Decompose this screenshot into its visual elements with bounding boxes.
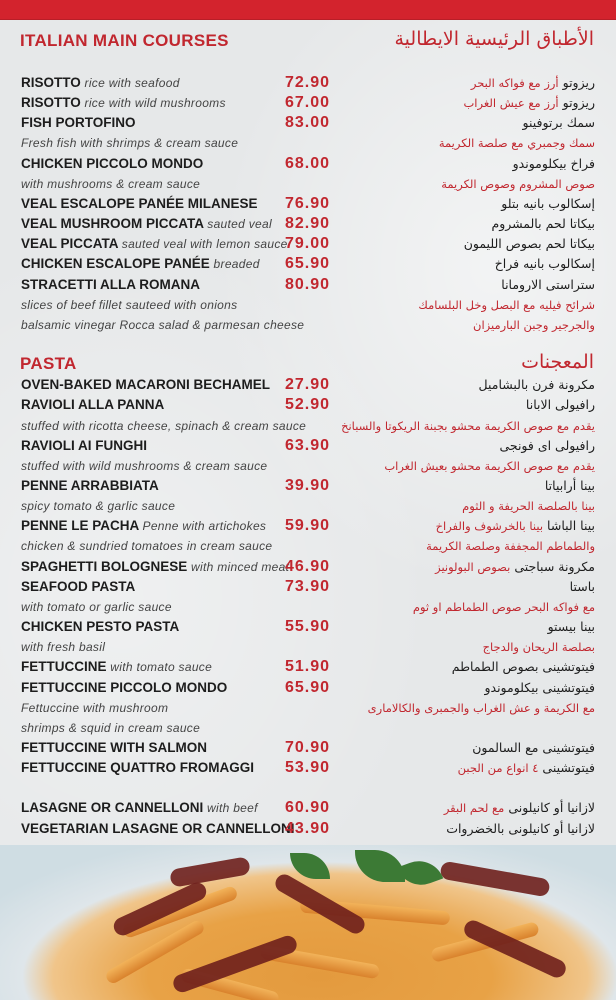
item-name-arabic [526, 395, 595, 415]
item-price: 60.90 [284, 799, 330, 817]
item-name-arabic [484, 678, 595, 698]
item-price: 52.90 [284, 396, 330, 414]
menu-item-row [0, 436, 616, 456]
menu-item-row [0, 577, 616, 597]
item-name-arabic [472, 738, 595, 758]
item-name: with fresh basil [21, 640, 106, 655]
item-name-ar: بيكاتا لحم بالمشروم [491, 216, 595, 232]
item-name: CHICKEN ESCALOPE PANÉE [21, 256, 210, 272]
item-name: slices of beef fillet sauteed with onions [21, 297, 238, 312]
item-name-english [21, 174, 200, 194]
item-description-row [0, 315, 616, 335]
item-name: with tomato or garlic sauce [21, 599, 172, 614]
item-name: RISOTTO [21, 95, 81, 111]
menu-item-row [0, 275, 616, 295]
item-price: 82.90 [284, 215, 330, 233]
item-name-english [21, 254, 260, 274]
item-name-ar: سمك برتوفينو [522, 115, 595, 131]
section-title-pasta-arabic: المعجنات [521, 351, 594, 373]
item-name: FETTUCCINE WITH SALMON [21, 739, 207, 755]
menu-item-row [0, 516, 616, 536]
item-description: sauted veal with lemon sauce [121, 237, 288, 252]
item-name-arabic [426, 536, 595, 556]
item-description-row [0, 536, 616, 556]
item-name-english [21, 275, 200, 295]
item-name-ar: شرائح فيليه مع البصل وخل البلسامك [418, 297, 595, 312]
item-price: 67.00 [284, 94, 330, 112]
item-name-english [21, 678, 227, 698]
item-name-ar: فيتوتشينى [542, 760, 595, 776]
item-name-ar: بيكاتا لحم بصوص الليمون [463, 236, 595, 252]
item-name-arabic [473, 315, 595, 335]
item-name-ar: مكرونة فرن بالبشاميل [478, 377, 595, 393]
item-name-ar: والجرجير وجبن البارميزان [473, 317, 595, 332]
item-price: 76.90 [284, 194, 330, 212]
item-name-english [21, 738, 207, 758]
item-name-english [21, 194, 258, 214]
item-description-row [0, 133, 616, 153]
item-name-ar: فيتوتشينى بصوص الطماطم [451, 659, 595, 675]
menu-item-row [0, 194, 616, 214]
item-name-arabic [462, 496, 595, 516]
item-name-ar: لازانيا أو كانيلونى [508, 800, 595, 816]
item-name-english [21, 798, 258, 818]
item-name-english [21, 395, 164, 415]
item-name-arabic [501, 194, 595, 214]
item-name-ar: ستراستى الارومانا [501, 276, 595, 292]
item-name-english [21, 456, 267, 476]
item-price: 46.90 [284, 557, 330, 575]
item-price: 73.90 [284, 577, 330, 595]
item-price: 72.90 [284, 74, 330, 91]
item-name-english [21, 516, 266, 536]
menu-item-row [0, 819, 616, 839]
item-name: FETTUCCINE QUATTRO FROMAGGI [21, 760, 254, 776]
item-name-arabic [501, 275, 595, 295]
item-price: 63.90 [284, 436, 330, 454]
item-name-english [21, 73, 180, 93]
menu-item-row [0, 678, 616, 698]
item-price: 65.90 [284, 678, 330, 696]
item-name-ar: بينا بيستو [547, 619, 595, 635]
pasta-dish-photo [0, 845, 616, 1000]
item-price: 80.90 [284, 275, 330, 293]
item-name-arabic [446, 819, 595, 839]
item-name: CHICKEN PESTO PASTA [21, 619, 180, 635]
item-description: Penne with artichokes [142, 519, 267, 534]
menu-item-row [0, 617, 616, 637]
item-name-english [21, 93, 226, 113]
item-price: 53.90 [284, 759, 330, 777]
item-name: OVEN-BAKED MACARONI BECHAMEL [21, 377, 270, 393]
item-name-arabic [548, 617, 595, 637]
item-description-ar: أرز مع عيش الغراب [463, 96, 559, 111]
item-name-ar: بينا الباشا [547, 518, 595, 534]
item-name-english [21, 436, 147, 456]
item-name-arabic [479, 375, 595, 395]
item-name-arabic [452, 657, 595, 677]
item-name-ar: فيتوتشينى بيكلوموندو [484, 679, 595, 695]
item-description-row [0, 718, 616, 738]
item-description: with beef [207, 801, 258, 816]
item-name: VEAL ESCALOPE PANÉE MILANESE [21, 195, 258, 211]
item-description: sauted veal [207, 217, 272, 232]
menu-item-row [0, 798, 616, 818]
item-name-ar: والطماطم المجففة وصلصة الكريمة [426, 539, 595, 554]
item-name-arabic [545, 476, 595, 496]
item-name-ar: صوص المشروم وصوص الكريمة [441, 176, 595, 191]
item-name-english [21, 718, 200, 738]
item-name: with mushrooms & cream sauce [21, 176, 201, 191]
item-name-english [21, 577, 135, 597]
item-name-english [21, 476, 159, 496]
item-price: 55.90 [284, 618, 330, 636]
item-name: stuffed with ricotta cheese, spinach & cream sauce [21, 418, 307, 433]
item-name-ar: يقدم مع صوص الكريمة محشو بجبنة الريكوتا والسبانخ [341, 418, 595, 433]
menu-item-row [0, 758, 616, 778]
item-price: 43.90 [284, 819, 330, 837]
item-name-english [21, 154, 203, 174]
item-price: 68.00 [284, 154, 330, 172]
item-name: Fresh fish with shrimps & cream sauce [21, 136, 239, 151]
item-name-arabic [441, 174, 595, 194]
item-name-english [21, 597, 172, 617]
item-name-english [21, 536, 272, 556]
item-name-arabic [463, 93, 595, 113]
item-name: shrimps & squid in cream sauce [21, 720, 201, 735]
item-name-ar: فيتوتشينى مع السالمون [472, 739, 595, 755]
menu-item-row [0, 93, 616, 113]
item-price: 65.90 [284, 255, 330, 273]
item-name-english [21, 375, 270, 395]
item-price: 51.90 [284, 658, 330, 676]
item-name-ar: بينا بالصلصة الحريفة و الثوم [462, 499, 595, 514]
item-name-ar: رافيولى الابانا [525, 397, 595, 413]
item-name: LASAGNE OR CANNELLONI [21, 800, 204, 816]
item-description-row [0, 496, 616, 516]
menu-item-row [0, 234, 616, 254]
item-description-row [0, 456, 616, 476]
item-name-arabic [444, 798, 595, 818]
item-description: breaded [213, 257, 260, 272]
menu-item-row [0, 375, 616, 395]
item-name-ar: رافيولى اى فونجى [499, 437, 595, 453]
item-name-ar: مكرونة سباجتى [514, 558, 595, 574]
item-name: STRACETTI ALLA ROMANA [21, 276, 200, 292]
item-name-ar: إسكالوب بانيه بتلو [501, 195, 595, 211]
menu-item-row [0, 657, 616, 677]
menu-item-row [0, 476, 616, 496]
item-name-arabic [499, 436, 595, 456]
item-price: 70.90 [284, 738, 330, 756]
item-name-english [21, 496, 175, 516]
section-title-pasta: PASTA [20, 354, 77, 373]
item-name-arabic [384, 456, 595, 476]
item-name: spicy tomato & garlic sauce [21, 499, 176, 514]
item-name-english [21, 315, 304, 335]
item-name-english [21, 617, 179, 637]
item-name-english [21, 133, 238, 153]
item-name: SEAFOOD PASTA [21, 578, 136, 594]
item-name: RAVIOLI AI FUNGHI [21, 437, 147, 453]
item-name-english [21, 758, 254, 778]
item-description-row [0, 698, 616, 718]
item-name-english [21, 214, 272, 234]
item-name-english [21, 295, 237, 315]
item-name: PENNE LE PACHA [21, 518, 139, 534]
item-description: rice with seafood [84, 76, 180, 90]
item-description-ar: بينا بالخرشوف والفراخ [435, 519, 544, 534]
item-description-row [0, 295, 616, 315]
item-name-ar: يقدم مع صوص الكريمة محشو بعيش الغراب [384, 458, 595, 473]
item-description: with tomato sauce [110, 660, 213, 675]
item-name-ar: بصلصة الريحان والدجاج [482, 640, 595, 655]
item-name: RISOTTO [21, 75, 81, 90]
item-description-ar: ٤ انواع من الجبن [457, 761, 539, 776]
item-name-ar: ريزوتو [562, 95, 595, 111]
item-name-arabic [435, 557, 595, 577]
item-description-ar: أرز مع فواكه البحر [470, 76, 559, 90]
top-red-bar [0, 0, 616, 20]
item-name: CHICKEN PICCOLO MONDO [21, 155, 204, 171]
item-name-arabic [471, 73, 595, 93]
item-price: 79.00 [284, 235, 330, 253]
item-name-arabic [464, 234, 595, 254]
item-name-arabic [570, 577, 595, 597]
menu-item-row [0, 214, 616, 234]
menu-item-row [0, 254, 616, 274]
item-name-english [21, 657, 212, 677]
item-name-arabic [341, 416, 595, 436]
menu-item-row [0, 738, 616, 758]
item-name-ar: مع الكريمة و عش الغراب والجمبرى والكالامارى [367, 700, 595, 715]
menu-item-row [0, 395, 616, 415]
item-description: rice with wild mushrooms [84, 96, 226, 111]
item-name-ar: ريزوتو [562, 75, 595, 90]
item-name: stuffed with wild mushrooms & cream sauce [21, 458, 268, 473]
item-name-arabic [413, 597, 595, 617]
item-name: VEGETARIAN LASAGNE OR CANNELLONI [21, 820, 295, 836]
item-name: RAVIOLI ALLA PANNA [21, 397, 165, 413]
item-name-english [21, 416, 306, 436]
item-name: balsamic vinegar Rocca salad & parmesan cheese [21, 317, 305, 332]
item-name: FETTUCCINE [21, 659, 107, 675]
item-name-arabic [491, 214, 595, 234]
section-title-main-courses-arabic: الأطباق الرئيسية الايطالية [394, 28, 594, 50]
item-name-arabic [523, 113, 596, 133]
item-description-row [0, 174, 616, 194]
item-name-arabic [368, 698, 595, 718]
item-name-english [21, 113, 136, 133]
item-name-ar: باستا [569, 578, 595, 594]
item-name-arabic [436, 516, 595, 536]
section-title-main-courses: ITALIAN MAIN COURSES [20, 31, 229, 50]
item-price: 39.90 [284, 477, 330, 494]
item-name: Fettuccine with mushroom [21, 700, 169, 715]
item-name-arabic [513, 154, 595, 174]
menu-item-row [0, 73, 616, 93]
item-name-ar: بينا أرابياتا [544, 478, 595, 493]
item-description: with minced meat [191, 559, 290, 574]
item-description-ar: بصوص البولونيز [435, 559, 511, 574]
item-name-ar: سمك وجمبري مع صلصة الكريمة [438, 136, 595, 151]
item-description-ar: مع لحم البقر [443, 801, 505, 816]
item-price: 59.90 [284, 517, 330, 535]
item-name: chicken & sundried tomatoes in cream sauce [21, 539, 273, 554]
item-name-english [21, 698, 168, 718]
item-description-row [0, 416, 616, 436]
item-name: FISH PORTOFINO [21, 115, 136, 131]
menu-item-row [0, 113, 616, 133]
item-name-arabic [495, 254, 595, 274]
item-name-ar: إسكالوب بانيه فراخ [494, 256, 595, 272]
item-name-ar: مع فواكه البحر صوص الطماطم او ثوم [412, 599, 595, 614]
item-description-row [0, 597, 616, 617]
item-name-english [21, 557, 289, 577]
item-description-row [0, 637, 616, 657]
item-name-english [21, 637, 105, 657]
item-price: 83.00 [284, 114, 330, 132]
item-name: FETTUCCINE PICCOLO MONDO [21, 679, 228, 695]
menu-item-row [0, 557, 616, 577]
item-name-ar: لازانيا أو كانيلونى بالخضروات [446, 820, 595, 836]
item-name-arabic [439, 133, 595, 153]
item-name-ar: فراخ بيكلوموندو [512, 155, 595, 171]
item-name: VEAL MUSHROOM PICCATA [21, 216, 204, 232]
item-name-english [21, 234, 288, 254]
item-name: VEAL PICCATA [21, 236, 119, 252]
item-price: 27.90 [284, 376, 330, 394]
item-name-arabic [458, 758, 595, 778]
item-name: PENNE ARRABBIATA [21, 478, 159, 493]
item-name-arabic [418, 295, 595, 315]
item-name: SPAGHETTI BOLOGNESE [21, 558, 188, 574]
item-name-arabic [483, 637, 595, 657]
menu-item-row [0, 154, 616, 174]
item-name-english [21, 819, 295, 839]
